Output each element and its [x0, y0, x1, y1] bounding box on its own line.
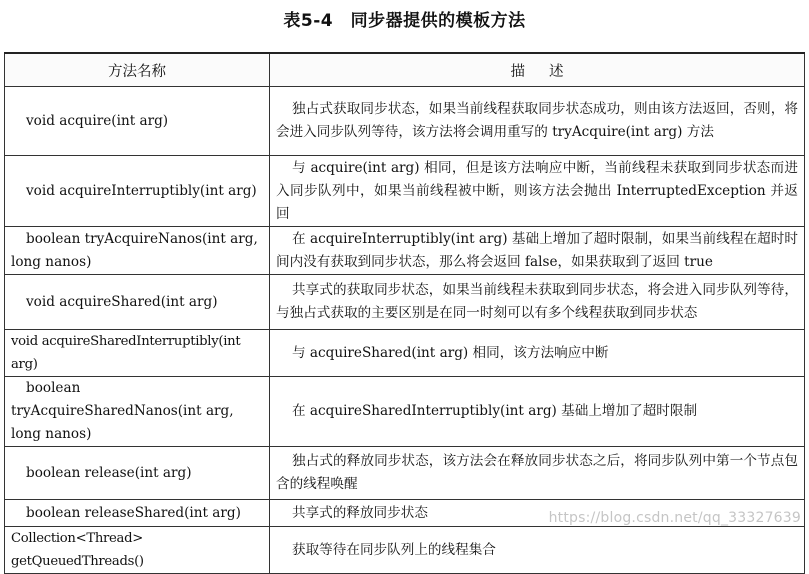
table-caption: 表5-4 同步器提供的模板方法 — [283, 11, 526, 31]
method-cell: Collection<Thread> getQueuedThreads() — [5, 527, 270, 574]
watermark: https://blog.csdn.net/qq_33327639 — [548, 510, 801, 526]
description-cell: 在 acquireSharedInterruptibly(int arg) 基础上增加了超时限制 — [270, 377, 805, 447]
method-cell: boolean tryAcquireSharedNanos(int arg, long nanos) — [5, 377, 270, 447]
method-cell: boolean tryAcquireNanos(int arg, long nanos) — [5, 227, 270, 275]
description-cell: 共享式的释放同步状态 — [270, 500, 805, 527]
method-cell: boolean releaseShared(int arg) — [5, 500, 270, 527]
method-cell: void acquireSharedInterruptibly(int arg) — [5, 330, 270, 377]
description-cell: 与 acquire(int arg) 相同，但是该方法响应中断，当前线程未获取到同步状态而进入同步队列中，如果当前线程被中断，则该方法会抛出 InterruptedException 并返回 — [270, 156, 805, 227]
method-cell: void acquireInterruptibly(int arg) — [5, 156, 270, 227]
header-method-name: 方法名称 — [5, 53, 270, 87]
table-row — [5, 330, 805, 377]
description-cell: 独占式获取同步状态，如果当前线程获取同步状态成功，则由该方法返回，否则，将会进入同步队列等待，该方法将会调用重写的 tryAcquire(int arg) 方法 — [270, 87, 805, 156]
header-description: 描述 — [270, 53, 805, 87]
description-cell: 在 acquireInterruptibly(int arg) 基础上增加了超时限制，如果当前线程在超时时间内没有获取到同步状态，那么将会返回 false，如果获取到了返回 true — [270, 227, 805, 275]
table-row — [5, 527, 805, 574]
method-cell: void acquire(int arg) — [5, 87, 270, 156]
description-cell: 与 acquireShared(int arg) 相同，该方法响应中断 — [270, 330, 805, 377]
template-methods-table — [4, 52, 805, 574]
table-row — [5, 275, 805, 330]
table-row — [5, 447, 805, 500]
table-row — [5, 227, 805, 275]
table-row — [5, 156, 805, 227]
table-row — [5, 87, 805, 156]
method-cell: void acquireShared(int arg) — [5, 275, 270, 330]
table-header-row — [5, 53, 805, 87]
method-cell: boolean release(int arg) — [5, 447, 270, 500]
description-cell: 独占式的释放同步状态，该方法会在释放同步状态之后，将同步队列中第一个节点包含的线程唤醒 — [270, 447, 805, 500]
description-cell: 获取等待在同步队列上的线程集合 — [270, 527, 805, 574]
description-cell: 共享式的获取同步状态，如果当前线程未获取到同步状态，将会进入同步队列等待，与独占式获取的主要区别是在同一时刻可以有多个线程获取到同步状态 — [270, 275, 805, 330]
table-row — [5, 377, 805, 447]
